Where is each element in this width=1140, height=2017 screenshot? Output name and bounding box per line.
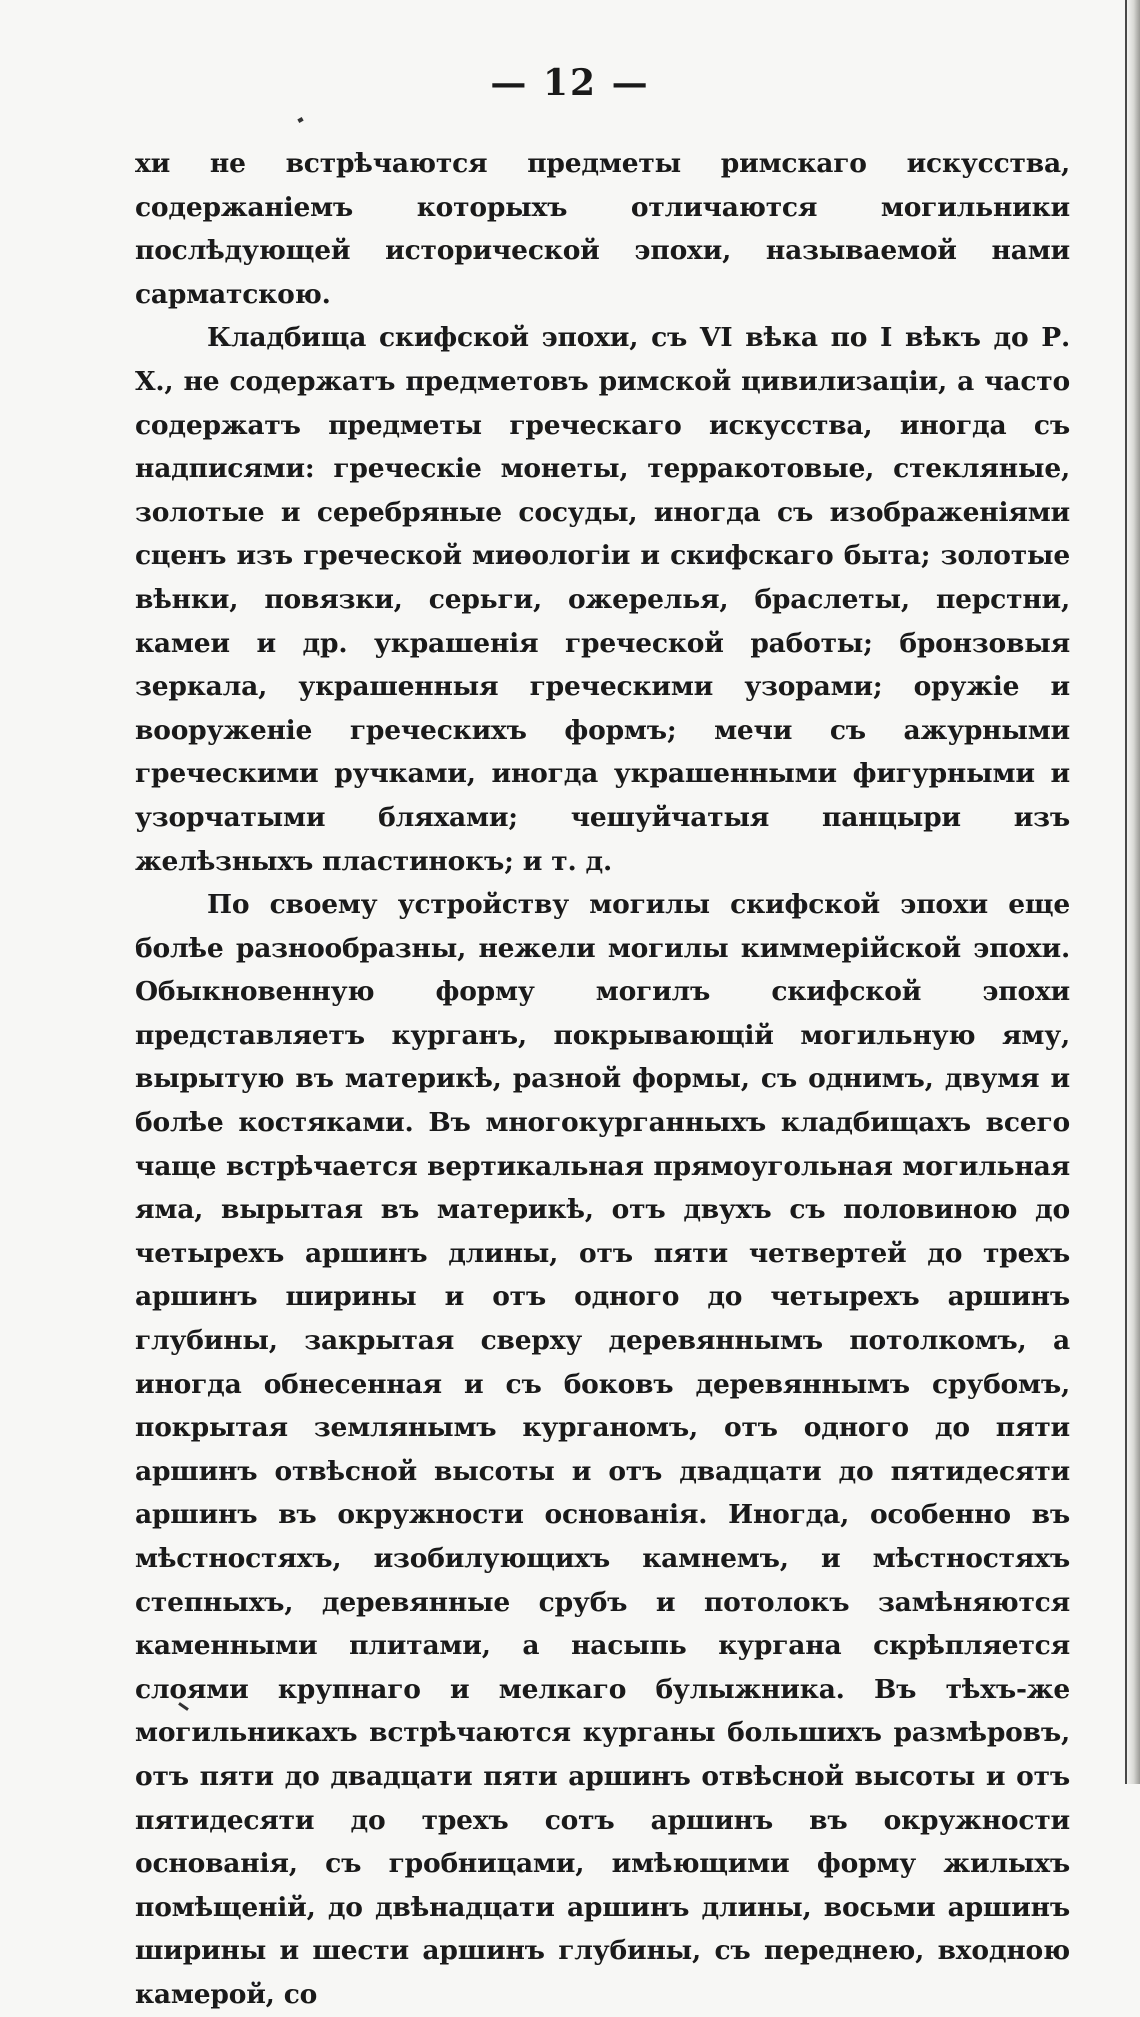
ink-speck [297, 117, 303, 123]
page-edge-line [1125, 0, 1127, 1784]
page-number: — 12 — [490, 62, 650, 104]
body-text [135, 142, 1070, 2017]
paragraph-scythian-cemeteries: Кладбища скифской эпохи, съ VI вѣка по I вѣкъ до Р. X., не содержатъ предметовъ римской цивилизаціи, а часто содержатъ предметы греческаго искусства, иногда съ надписями: греческіе монеты, терракотовые, стекляные, золотые и серебряные сосуды, иногда съ изображеніями сценъ изъ греческой миѳологіи и скифскаго быта; золотые вѣнки, повязки, серьги, ожерелья, браслеты, перстни, камеи и др. украшенія греческой работы; бронзовыя зеркала, украшенныя греческими узорами; оружіе и вооруженіе греческихъ формъ; мечи съ ажурными греческими ручками, иногда украшенными фигурными и узорчатыми бляхами; чешуйчатыя панцыри изъ желѣзныхъ пластинокъ; и т. д. [135, 322, 1070, 877]
paragraph-continuation: хи не встрѣчаются предметы римскаго искусства, содержаніемъ которыхъ отличаются могильники послѣдующей исторической эпохи, называемой нами сарматскою. [135, 148, 1070, 310]
page-edge-shadow [1126, 0, 1140, 1784]
paragraph-grave-construction: По своему устройству могилы скифской эпохи еще болѣе разнообразны, нежели могилы киммерійской эпохи. Обыкновенную форму могилъ скифской эпохи представляетъ курганъ, покрывающій могильную яму, вырытую въ материкѣ, разной формы, съ однимъ, двумя и болѣе костяками. Въ многокурганныхъ кладбищахъ всего чаще встрѣчается вертикальная прямоугольная могильная яма, вырытая въ материкѣ, отъ двухъ съ половиною до четырехъ аршинъ длины, отъ пяти четвертей до трехъ аршинъ ширины и отъ одного до четырехъ аршинъ глубины, закрытая сверху деревяннымъ потолкомъ, а иногда обнесенная и съ боковъ деревяннымъ срубомъ, покрытая землянымъ курганомъ, отъ одного до пяти аршинъ отвѣсной высоты и отъ двадцати до пятидесяти аршинъ въ окружности основанія. Иногда, особенно въ мѣстностяхъ, изобилующихъ камнемъ, и мѣстностяхъ степныхъ, деревянные срубъ и потолокъ замѣняются каменными плитами, а насыпь кургана скрѣпляется слоями крупнаго и мелкаго булыжника. Въ тѣхъ-же могильникахъ встрѣчаются курганы большихъ размѣровъ, отъ пяти до двадцати пяти аршинъ отвѣсной высоты и отъ пятидесяти до трехъ сотъ аршинъ въ окружности основанія, съ гробницами, имѣющими форму жилыхъ помѣщеній, до двѣнадцати аршинъ длины, восьми аршинъ ширины и шести аршинъ глубины, съ переднею, входною камерой, со [135, 889, 1070, 2010]
